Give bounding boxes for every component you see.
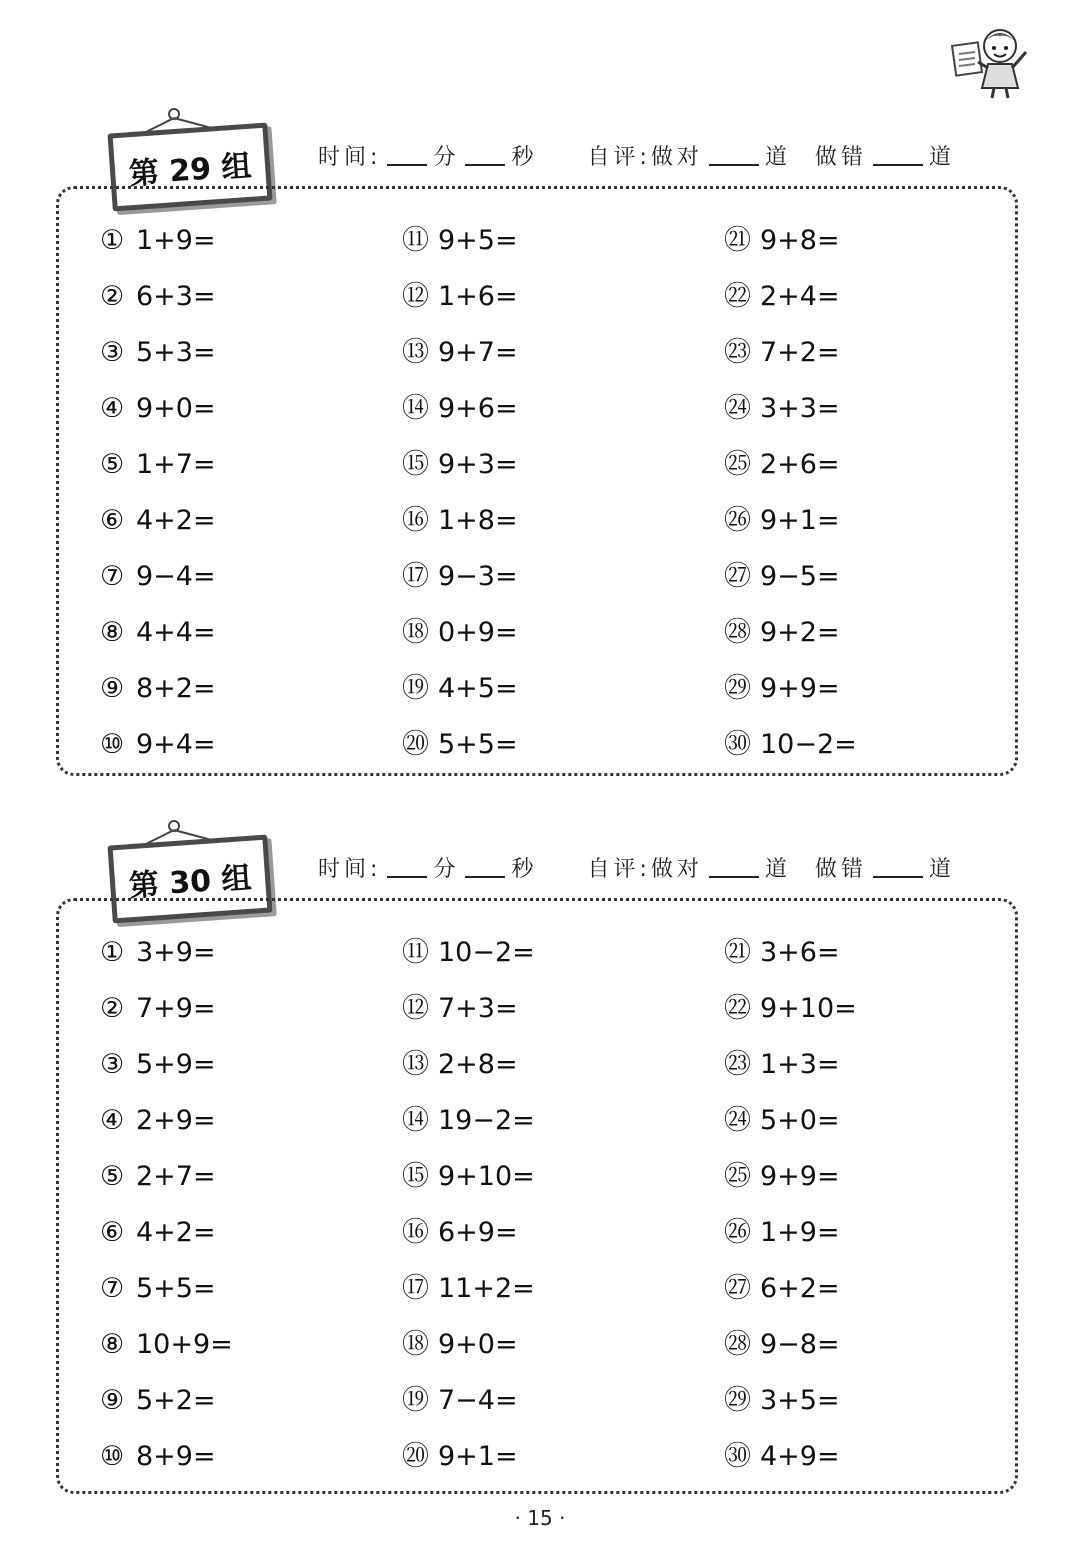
problem-item: ㉑ 9+8= xyxy=(724,225,840,256)
problem-item: ⑬ 9+7= xyxy=(402,337,518,368)
wrong-count-blank[interactable] xyxy=(873,876,923,878)
minutes-blank[interactable] xyxy=(387,164,427,166)
problem-item: ⑲ 4+5= xyxy=(402,673,518,704)
problem-item: ⑪ 10−2= xyxy=(402,937,535,968)
problem-item: ㉑ 3+6= xyxy=(724,937,840,968)
problem-item: ⑯ 6+9= xyxy=(402,1217,518,1248)
problem-item: ⑭ 9+6= xyxy=(402,393,518,424)
problem-item: ㉕ 9+9= xyxy=(724,1161,840,1192)
problem-item: ⑩ 8+9= xyxy=(100,1441,216,1472)
problem-item: ㉘ 9+2= xyxy=(724,617,840,648)
problem-column-3 xyxy=(724,224,857,784)
problem-item: ㉙ 9+9= xyxy=(724,673,840,704)
problem-column-1 xyxy=(100,936,233,1496)
problem-item: ㉚ 10−2= xyxy=(724,729,857,760)
problem-item: ㉒ 2+4= xyxy=(724,281,840,312)
problem-item: ⑮ 9+10= xyxy=(402,1161,535,1192)
correct-count-blank[interactable] xyxy=(709,164,759,166)
problem-item: ⑬ 2+8= xyxy=(402,1049,518,1080)
problem-item: ⑤ 2+7= xyxy=(100,1161,216,1192)
problem-column-1 xyxy=(100,224,216,784)
problem-item: ③ 5+9= xyxy=(100,1049,216,1080)
problem-column-3 xyxy=(724,936,857,1496)
problem-item: ⑰ 11+2= xyxy=(402,1273,535,1304)
problem-item: ③ 5+3= xyxy=(100,337,216,368)
problem-item: ④ 9+0= xyxy=(100,393,216,424)
time-and-score-line: 时间: 分 秒 自评:做对 道 做错 道 xyxy=(318,145,955,170)
problem-item: ② 6+3= xyxy=(100,281,216,312)
problem-item: ⑯ 1+8= xyxy=(402,505,518,536)
problem-item: ⑮ 9+3= xyxy=(402,449,518,480)
problem-item: ④ 2+9= xyxy=(100,1105,216,1136)
group-title: 第 29 组 xyxy=(107,123,272,212)
problem-item: ⑧ 4+4= xyxy=(100,617,216,648)
minutes-blank[interactable] xyxy=(387,876,427,878)
problem-item: ⑦ 5+5= xyxy=(100,1273,216,1304)
problem-item: ㉙ 3+5= xyxy=(724,1385,840,1416)
problem-item: ⑦ 9−4= xyxy=(100,561,216,592)
problem-item: ② 7+9= xyxy=(100,993,216,1024)
problem-item: ① 1+9= xyxy=(100,225,216,256)
problem-item: ㉒ 9+10= xyxy=(724,993,857,1024)
problem-item: ⑰ 9−3= xyxy=(402,561,518,592)
problem-item: ⑥ 4+2= xyxy=(100,1217,216,1248)
problem-item: ⑳ 9+1= xyxy=(402,1441,518,1472)
problem-item: ⑩ 9+4= xyxy=(100,729,216,760)
problem-item: ㉚ 4+9= xyxy=(724,1441,840,1472)
problem-item: ㉓ 1+3= xyxy=(724,1049,840,1080)
problem-item: ㉖ 9+1= xyxy=(724,505,840,536)
problem-item: ⑪ 9+5= xyxy=(402,225,518,256)
group-title: 第 30 组 xyxy=(107,835,272,924)
problem-item: ⑨ 8+2= xyxy=(100,673,216,704)
problem-item: ⑲ 7−4= xyxy=(402,1385,518,1416)
page-number: · 15 · xyxy=(514,1506,566,1530)
problem-item: ㉔ 3+3= xyxy=(724,393,840,424)
problem-item: ⑫ 1+6= xyxy=(402,281,518,312)
problem-item: ⑭ 19−2= xyxy=(402,1105,535,1136)
correct-count-blank[interactable] xyxy=(709,876,759,878)
problem-item: ㉓ 7+2= xyxy=(724,337,840,368)
problem-column-2 xyxy=(402,224,518,784)
problem-item: ㉘ 9−8= xyxy=(724,1329,840,1360)
mascot-girl-icon xyxy=(950,22,1040,102)
seconds-blank[interactable] xyxy=(465,164,505,166)
seconds-blank[interactable] xyxy=(465,876,505,878)
problem-item: ㉕ 2+6= xyxy=(724,449,840,480)
problem-item: ⑱ 9+0= xyxy=(402,1329,518,1360)
problem-item: ⑳ 5+5= xyxy=(402,729,518,760)
problem-item: ⑥ 4+2= xyxy=(100,505,216,536)
problem-item: ⑫ 7+3= xyxy=(402,993,518,1024)
problem-item: ⑤ 1+7= xyxy=(100,449,216,480)
problem-item: ㉗ 6+2= xyxy=(724,1273,840,1304)
wrong-count-blank[interactable] xyxy=(873,164,923,166)
problem-item: ㉖ 1+9= xyxy=(724,1217,840,1248)
problem-item: ㉔ 5+0= xyxy=(724,1105,840,1136)
problem-item: ① 3+9= xyxy=(100,937,216,968)
problem-item: ㉗ 9−5= xyxy=(724,561,840,592)
problem-item: ⑨ 5+2= xyxy=(100,1385,216,1416)
problem-item: ⑧ 10+9= xyxy=(100,1329,233,1360)
problem-column-2 xyxy=(402,936,535,1496)
time-and-score-line: 时间: 分 秒 自评:做对 道 做错 道 xyxy=(318,857,955,882)
problem-item: ⑱ 0+9= xyxy=(402,617,518,648)
